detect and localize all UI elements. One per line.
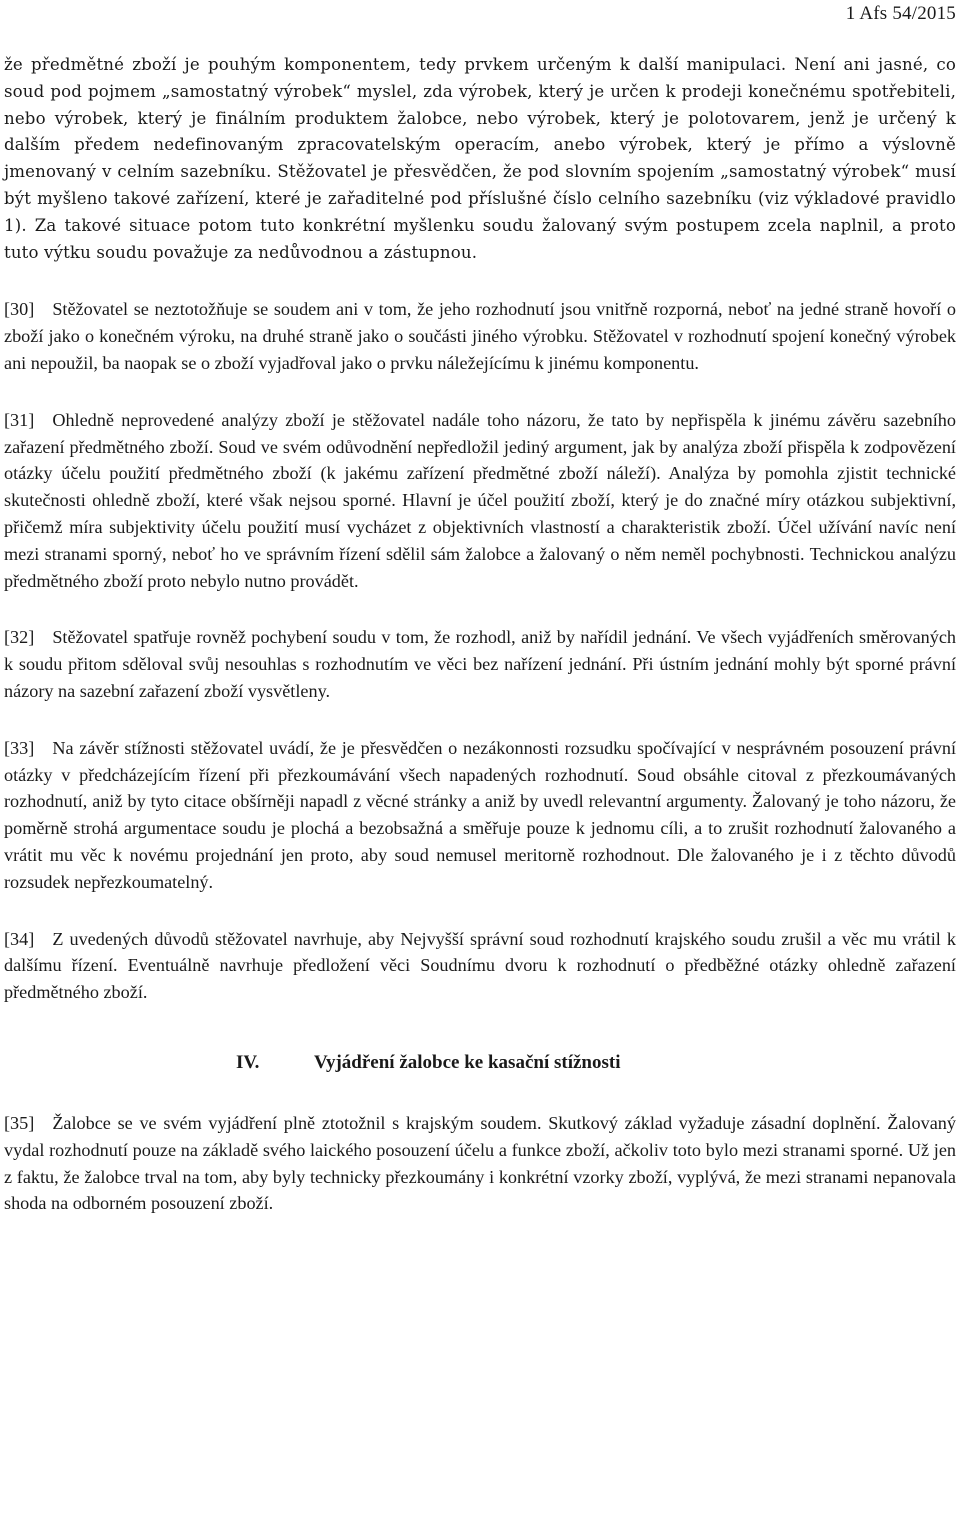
paragraph-text: Žalobce se ve svém vyjádření plně ztotožnil s krajským soudem. Skutkový základ vyžaduje zásadní doplnění. Žalovaný vydal rozhodnutí pouze na základě svého laického posouzení účelu a funkce zboží, ačkoliv toto bylo mezi stranami sporné. Už jen z faktu, že žalobce trval na tom, aby byly technicky přezkoumány i konkrétní vzorky zboží, vyplývá, že mezi stranami nepanovala shoda na odborném posouzení zboží. [4, 1112, 956, 1214]
paragraph-number: [30] [4, 299, 35, 320]
paragraph-number: [32] [4, 627, 35, 648]
document-body [4, 52, 956, 1217]
paragraph-text: Stěžovatel se neztotožňuje se soudem ani v tom, že jeho rozhodnutí jsou vnitřně rozporná, neboť na jedné straně hovoří o zboží jako o konečném výroku, na druhé straně jako o součásti jiného výrobku. Stěžovatel v rozhodnutí spojení konečný výrobek ani nepoužil, ba naopak se o zboží vyjadřoval jako o prvku náležejícímu k jinému komponentu. [4, 299, 956, 373]
section-heading [4, 1050, 956, 1076]
paragraph-30 [4, 296, 956, 376]
paragraph-text: Na závěr stížnosti stěžovatel uvádí, že je přesvědčen o nezákonnosti rozsudku spočívající v nesprávném posouzení právní otázky v předcházejícím řízení při přezkoumávání všech napadených rozhodnutí. Soud obsáhle citoval z přezkoumávaných rozhodnutí, aniž by tyto citace obšírněji napadl z věcné stránky a aniž by uvedl relevantní argumenty. Žalovaný je toho názoru, že poměrně strohá argumentace soudu je plochá a bezobsažná a směřuje pouze k jednomu cíli, a to zrušit rozhodnutí žalovaného a vrátit mu věc k novému projednání jen proto, aby soud nemusel meritorně rozhodnout. Dle žalovaného je i z těchto důvodů rozsudek nepřezkoumatelný. [4, 737, 956, 892]
paragraph-33 [4, 735, 956, 896]
paragraph-31 [4, 407, 956, 595]
case-reference: 1 Afs 54/2015 [845, 3, 956, 24]
paragraph-text: Stěžovatel spatřuje rovněž pochybení soudu v tom, že rozhodl, aniž by nařídil jednání. Ve všech vyjádřeních směrovaných k soudu přitom sděloval svůj nesouhlas s rozhodnutím ve věci bez nařízení jednání. Při ústním jednání mohly být sporné právní názory na sazební zařazení zboží vysvětleny. [4, 627, 956, 701]
paragraph-continuation: že předmětné zboží je pouhým komponentem, tedy prvkem určeným k další manipulaci. Není ani jasné, co soud pod pojmem „samostatný výrobek“ myslel, zda výrobek, který je určen k prodeji konečnému spotřebiteli, nebo výrobek, který je finálním produktem žalobce, nebo výrobek, který je polotovarem, jenž je určený k dalším předem nedefinovaným zpracovatelským operacím, anebo výrobek, který je přímo a výslovně jmenovaný v celním sazebníku. Stěžovatel je přesvědčen, že pod slovním spojením „samostatný výrobek“ musí být myšleno takové zařízení, které je zařaditelné pod příslušné číslo celního sazebníku (viz výkladové pravidlo 1). Za takové situace potom tuto konkrétní myšlenku soudu žalovaný svým postupem zcela naplnil, a proto tuto výtku soudu považuje za nedůvodnou a zástupnou. [4, 55, 956, 262]
paragraph-text: Ohledně neprovedené analýzy zboží je stěžovatel nadále toho názoru, že tato by nepřispěla k jinému závěru sazebního zařazení předmětného zboží. Soud ve svém odůvodnění nepředložil jediný argument, jak by analýza zboží přispěla k zodpovězení otázky účelu použití předmětného zboží (k jakému zařízení předmětné zboží náleží). Analýza by pomohla zjistit technické skutečnosti ohledně zboží, které však nejsou sporné. Hlavní je účel použití zboží, který je do značné míry otázkou subjektivní, přičemž míra subjektivity účelu použití musí vycházet z objektivních vlastností a charakteristik zboží. Účel užívání navíc není mezi stranami sporný, neboť ho ve správním řízení sdělil sám žalobce a žalovaný o něm neměl pochybnosti. Technickou analýzu předmětného zboží proto nebylo nutno provádět. [4, 409, 956, 591]
paragraph-number: [34] [4, 928, 35, 949]
paragraph-number: [33] [4, 737, 35, 758]
section-title: Vyjádření žalobce ke kasační stížnosti [314, 1051, 621, 1073]
paragraph-35 [4, 1110, 956, 1217]
section-number: IV. [236, 1051, 260, 1073]
paragraph-number: [31] [4, 409, 35, 430]
paragraph-32 [4, 624, 956, 704]
paragraph-text: Z uvedených důvodů stěžovatel navrhuje, aby Nejvyšší správní soud rozhodnutí krajského soudu zrušil a věc mu vrátil k dalšímu řízení. Eventuálně navrhuje předložení věci Soudnímu dvoru k rozhodnutí o předběžné otázky ohledně zařazení předmětného zboží. [4, 928, 956, 1003]
paragraph-number: [35] [4, 1112, 35, 1133]
paragraph-34 [4, 926, 956, 1006]
